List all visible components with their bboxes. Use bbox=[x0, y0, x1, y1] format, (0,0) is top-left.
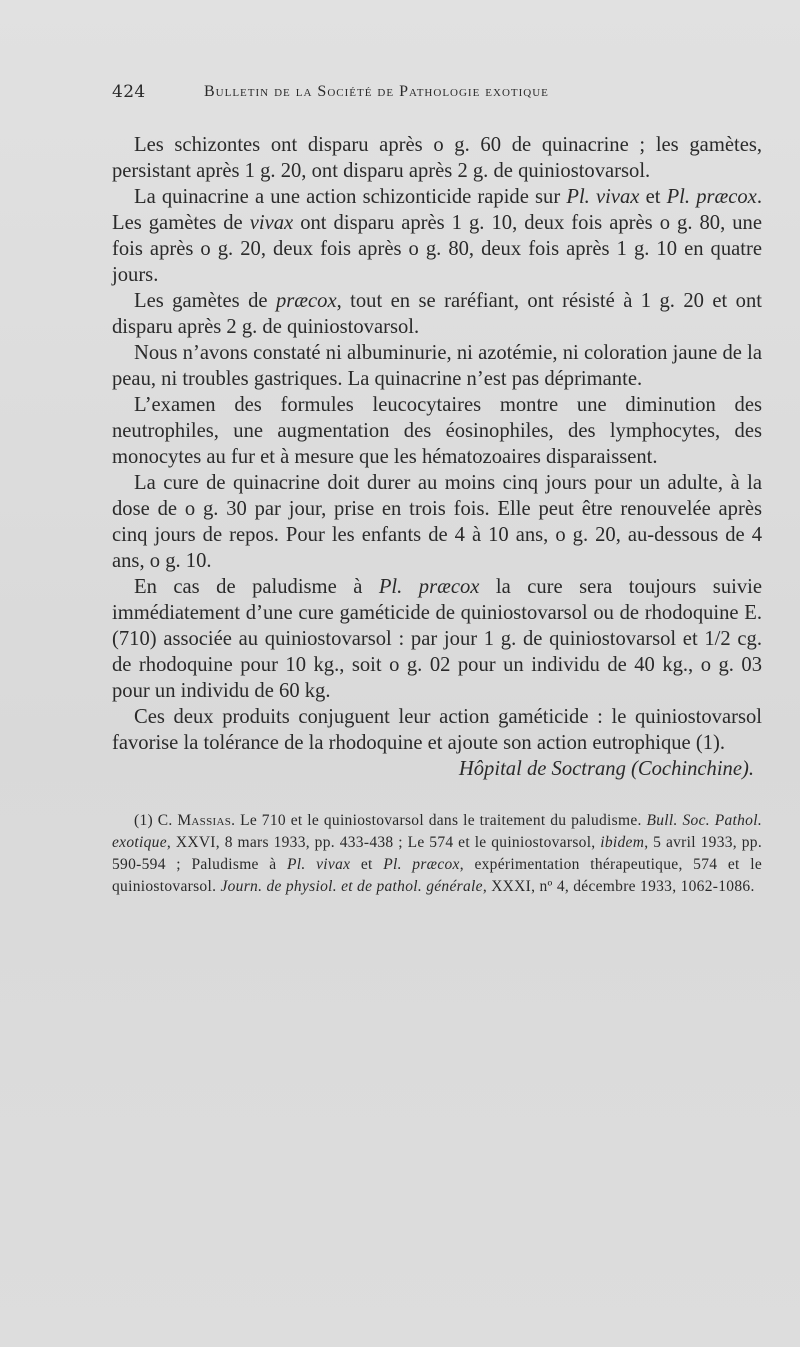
running-header bbox=[112, 82, 762, 112]
text-run: , tout en se raréfiant, ont résisté à 1 g. 20 et ont disparu après 2 g. de quiniostovarsol. bbox=[112, 290, 763, 338]
italic-run: Pl. vivax bbox=[287, 856, 351, 873]
text-run: Les schizontes ont disparu après o g. 60 de quinacrine ; les gamètes, persistant après 1 g. 20, ont disparu après 2 g. de quiniostovarsol. bbox=[112, 134, 762, 182]
italic-run: Pl. præcox bbox=[666, 186, 757, 208]
text-run: Nous n’avons constaté ni albuminurie, ni azotémie, ni coloration jaune de la peau, ni troubles gastriques. La quinacrine n’est pas déprimante. bbox=[112, 342, 762, 390]
text-run: . Le 710 et le quiniostovarsol dans le traitement du paludisme. bbox=[231, 812, 647, 829]
text-run: , XXXI, nº 4, décembre 1933, 1062-1086. bbox=[482, 878, 755, 895]
text-run: La quinacrine a une action schizonticide rapide sur bbox=[134, 186, 567, 208]
text-run: , XXVI, 8 mars 1933, pp. 433-438 ; Le 574 et le quiniostovarsol, bbox=[166, 834, 601, 851]
paragraph bbox=[112, 288, 762, 340]
text-run: En cas de paludisme à bbox=[134, 576, 379, 598]
italic-run: ibidem bbox=[600, 834, 645, 851]
signature-location: Hôpital de Soctrang (Cochinchine). bbox=[458, 758, 754, 780]
italic-run: Pl. præcox bbox=[378, 576, 480, 598]
italic-run: Journ. de physiol. et de pathol. générale bbox=[220, 878, 483, 895]
text-run: , 5 avril 1933, pp. 590-594 ; Paludisme à bbox=[112, 834, 763, 873]
italic-run: Bull. Soc. Pathol. exotique bbox=[112, 812, 762, 851]
text-run: , expérimentation thérapeutique, 574 et le quiniostovarsol. bbox=[112, 856, 762, 895]
italic-run: præcox bbox=[275, 290, 337, 312]
italic-run: Pl. vivax bbox=[566, 186, 640, 208]
text-run: et bbox=[639, 186, 667, 208]
smallcaps-run: Massias bbox=[177, 812, 232, 829]
text-run: L’examen des formules leucocytaires montre une diminution des neutrophiles, une augmentation des éosinophiles, des lymphocytes, des monocytes au fur et à mesure que les hématozoaires disparaissent. bbox=[112, 394, 762, 468]
text-run: et bbox=[350, 856, 384, 873]
page-number: 424 bbox=[112, 82, 146, 102]
italic-run: Pl. præcox bbox=[383, 856, 460, 873]
paragraph bbox=[112, 184, 762, 288]
paragraph bbox=[112, 704, 762, 756]
paragraph bbox=[112, 132, 762, 184]
footnote bbox=[112, 810, 762, 898]
paragraph bbox=[112, 574, 762, 704]
journal-title: Bulletin de la Société de Pathologie exotique bbox=[204, 83, 549, 100]
paragraph bbox=[112, 392, 762, 470]
text-run: La cure de quinacrine doit durer au moins cinq jours pour un adulte, à la dose de o g. 30 par jour, prise en trois fois. Elle peut être renouvelée après cinq jours de repos. Pour les enfants de 4 à 10 ans, o g. 20, au-dessous de 4 ans, o g. 10. bbox=[112, 472, 762, 572]
text-run: ont disparu après 1 g. 10, deux fois après o g. 80, une fois après o g. 20, deux fois après o g. 80, deux fois après 1 g. 10 en quatre jours. bbox=[112, 212, 762, 286]
text-run: Ces deux produits conjuguent leur action gaméticide : le quiniostovarsol favorise la tolérance de la rhodoquine et ajoute son action eutrophique (1). bbox=[112, 706, 762, 754]
paragraph bbox=[112, 470, 762, 574]
italic-run: vivax bbox=[249, 212, 294, 234]
text-run: . Les gamètes de bbox=[112, 186, 762, 234]
paragraph bbox=[112, 340, 762, 392]
text-run: (1) C. bbox=[134, 812, 178, 829]
text-run: la cure sera toujours suivie immédiatement d’une cure gaméticide de quiniostovarsol ou de rhodoquine E. (710) associée au quiniostovarsol : par jour 1 g. de quiniostovarsol et 1/2 cg. de rhodoquine pour 10 kg., soit o g. 02 pour un individu de 40 kg., o g. 03 pour un individu de 60 kg. bbox=[112, 576, 762, 702]
article-body bbox=[112, 132, 762, 782]
text-run: Les gamètes de bbox=[134, 290, 276, 312]
